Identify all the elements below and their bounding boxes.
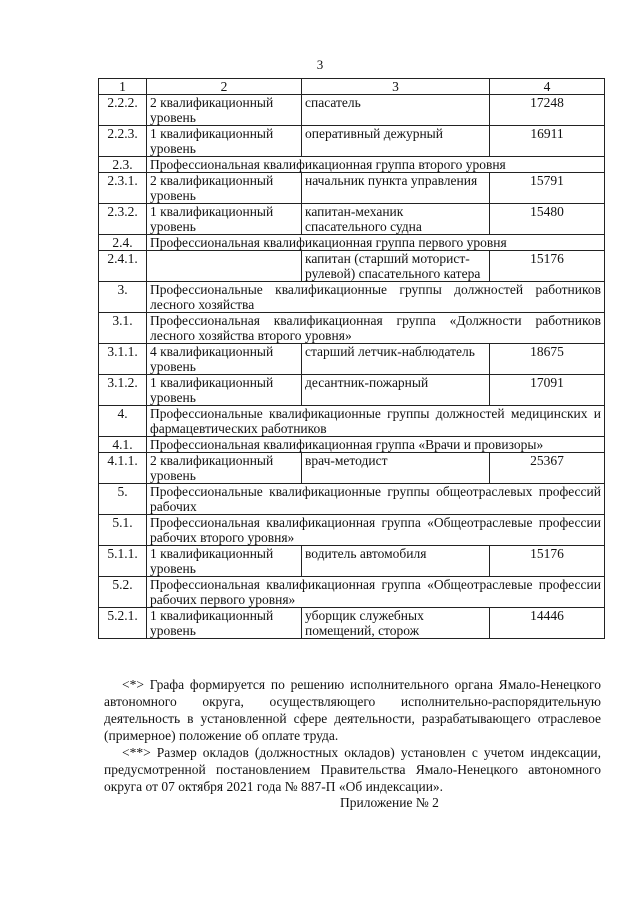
- row-code-cell: 2.3.1.: [99, 173, 147, 204]
- salary-table: [98, 78, 605, 639]
- position-cell: старший летчик-наблюдатель: [302, 344, 490, 375]
- row-code-cell: 2.3.: [99, 157, 147, 173]
- salary-cell: 25367: [490, 453, 605, 484]
- row-code-cell: 3.1.: [99, 313, 147, 344]
- position-cell: капитан-механик спасательного судна: [302, 204, 490, 235]
- table-row: [99, 173, 605, 204]
- salary-cell: 15791: [490, 173, 605, 204]
- qualification-level-cell: 1 квалификационный уровень: [147, 608, 302, 639]
- row-code-cell: 5.1.1.: [99, 546, 147, 577]
- table-row: [99, 126, 605, 157]
- footnote-2: <**> Размер окладов (должностных окладов) установлен с учетом индексации, предусмотренной постановлением Правительства Ямало-Ненецкого автономного округа от 07 октября 2021 года № 887-П «Об индексации».: [104, 745, 601, 794]
- position-cell: капитан (старший моторист-рулевой) спасательного катера: [302, 251, 490, 282]
- table-group-row: [99, 577, 605, 608]
- table-row: [99, 344, 605, 375]
- footnotes: [104, 676, 601, 795]
- group-title-cell: Профессиональные квалификационные группы должностей работников лесного хозяйства: [147, 282, 605, 313]
- table-group-row: [99, 437, 605, 453]
- salary-cell: 14446: [490, 608, 605, 639]
- position-cell: водитель автомобиля: [302, 546, 490, 577]
- table-row: [99, 95, 605, 126]
- group-title-cell: Профессиональные квалификационные группы должностей медицинских и фармацевтических работников: [147, 406, 605, 437]
- table-row: [99, 546, 605, 577]
- qualification-level-cell: 1 квалификационный уровень: [147, 546, 302, 577]
- row-code-cell: 4.1.: [99, 437, 147, 453]
- position-cell: уборщик служебных помещений, сторож: [302, 608, 490, 639]
- table-header-row: [99, 79, 605, 95]
- position-cell: оперативный дежурный: [302, 126, 490, 157]
- table-group-row: [99, 484, 605, 515]
- row-code-cell: 3.1.2.: [99, 375, 147, 406]
- group-title-cell: Профессиональная квалификационная группа «Общеотраслевые профессии рабочих первого уровня»: [147, 577, 605, 608]
- table-group-row: [99, 157, 605, 173]
- row-code-cell: 5.2.1.: [99, 608, 147, 639]
- salary-cell: 17091: [490, 375, 605, 406]
- header-cell-2: 2: [147, 79, 302, 95]
- group-title-cell: Профессиональная квалификационная группа первого уровня: [147, 235, 605, 251]
- row-code-cell: 2.4.1.: [99, 251, 147, 282]
- table-row: [99, 375, 605, 406]
- group-title-cell: Профессиональная квалификационная группа «Врачи и провизоры»: [147, 437, 605, 453]
- page-number: 3: [316, 57, 324, 72]
- table-group-row: [99, 406, 605, 437]
- group-title-cell: Профессиональная квалификационная группа второго уровня: [147, 157, 605, 173]
- footnote-1: <*> Графа формируется по решению исполнительного органа Ямало-Ненецкого автономного округа, осуществляющего исполнительно-распорядительную деятельность в установленной сфере деятельности, разрабатывающего отраслевое (примерное) положение об оплате труда.: [104, 677, 601, 743]
- header-cell-4: 4: [490, 79, 605, 95]
- salary-cell: 15176: [490, 251, 605, 282]
- qualification-level-cell: [147, 251, 302, 282]
- qualification-level-cell: 1 квалификационный уровень: [147, 375, 302, 406]
- salary-cell: 15176: [490, 546, 605, 577]
- qualification-level-cell: 1 квалификационный уровень: [147, 126, 302, 157]
- salary-cell: 18675: [490, 344, 605, 375]
- position-cell: спасатель: [302, 95, 490, 126]
- group-title-cell: Профессиональная квалификационная группа «Должности работников лесного хозяйства второго уровня»: [147, 313, 605, 344]
- group-title-cell: Профессиональные квалификационные группы общеотраслевых профессий рабочих: [147, 484, 605, 515]
- qualification-level-cell: 2 квалификационный уровень: [147, 95, 302, 126]
- qualification-level-cell: 1 квалификационный уровень: [147, 204, 302, 235]
- table-row: [99, 251, 605, 282]
- table-row: [99, 204, 605, 235]
- table-group-row: [99, 313, 605, 344]
- table-group-row: [99, 282, 605, 313]
- row-code-cell: 2.2.2.: [99, 95, 147, 126]
- header-cell-1: 1: [99, 79, 147, 95]
- row-code-cell: 2.2.3.: [99, 126, 147, 157]
- row-code-cell: 5.2.: [99, 577, 147, 608]
- salary-cell: 17248: [490, 95, 605, 126]
- table-group-row: [99, 235, 605, 251]
- salary-cell: 16911: [490, 126, 605, 157]
- row-code-cell: 3.1.1.: [99, 344, 147, 375]
- group-title-cell: Профессиональная квалификационная группа «Общеотраслевые профессии рабочих второго уровня»: [147, 515, 605, 546]
- row-code-cell: 5.: [99, 484, 147, 515]
- position-cell: десантник-пожарный: [302, 375, 490, 406]
- row-code-cell: 5.1.: [99, 515, 147, 546]
- salary-cell: 15480: [490, 204, 605, 235]
- table-row: [99, 453, 605, 484]
- row-code-cell: 2.4.: [99, 235, 147, 251]
- table-group-row: [99, 515, 605, 546]
- appendix-label: Приложение № 2: [340, 795, 439, 810]
- row-code-cell: 4.1.1.: [99, 453, 147, 484]
- qualification-level-cell: 4 квалификационный уровень: [147, 344, 302, 375]
- row-code-cell: 2.3.2.: [99, 204, 147, 235]
- qualification-level-cell: 2 квалификационный уровень: [147, 173, 302, 204]
- row-code-cell: 3.: [99, 282, 147, 313]
- qualification-level-cell: 2 квалификационный уровень: [147, 453, 302, 484]
- header-cell-3: 3: [302, 79, 490, 95]
- table-row: [99, 608, 605, 639]
- position-cell: врач-методист: [302, 453, 490, 484]
- position-cell: начальник пункта управления: [302, 173, 490, 204]
- row-code-cell: 4.: [99, 406, 147, 437]
